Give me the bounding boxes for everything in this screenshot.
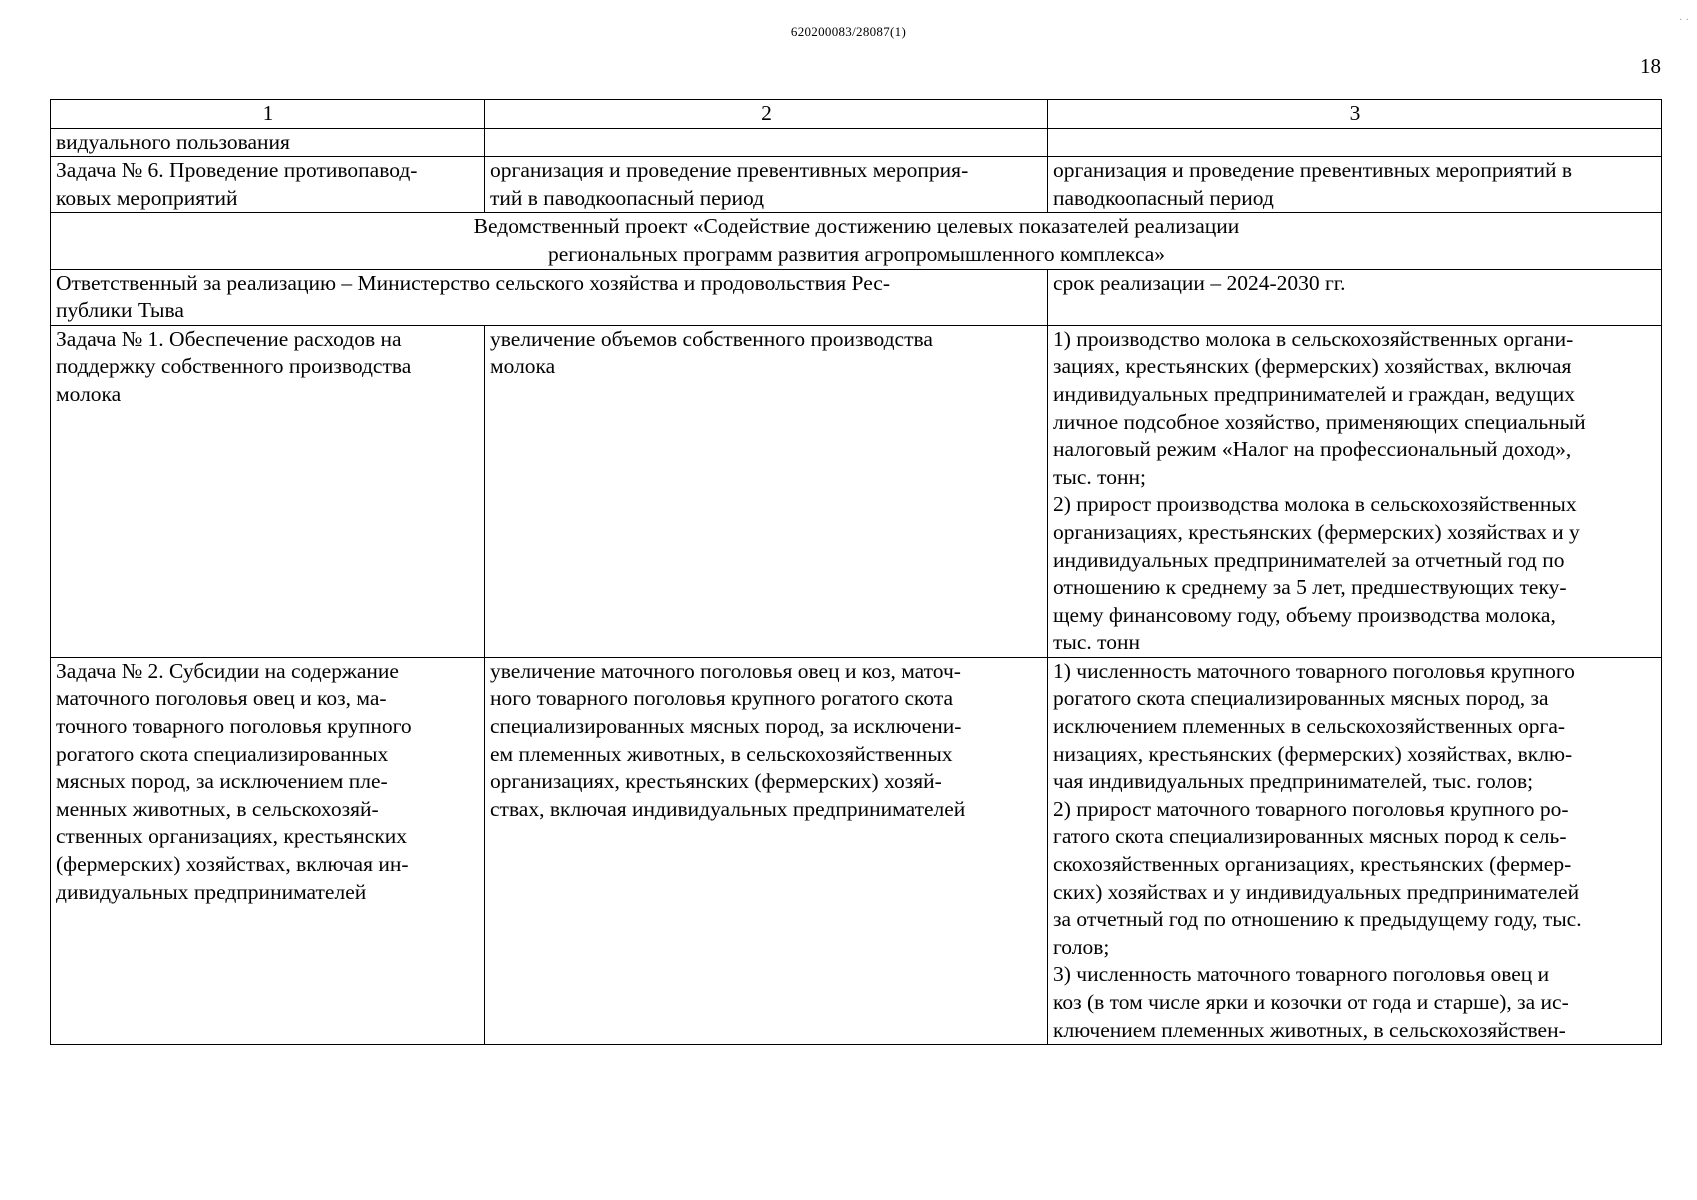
text-line: коз (в том числе ярки и козочки от года и старше), за ис- <box>1053 990 1569 1014</box>
text-line: срок реализации – 2024-2030 гг. <box>1053 270 1346 295</box>
text-line: тыс. тонн <box>1053 630 1141 655</box>
text-line: Задача № 6. Проведение противопавод- <box>56 158 418 183</box>
text-line: организациях, крестьянских (фермерских) хозяйствах и у <box>1053 519 1580 544</box>
table-row <box>51 325 1662 657</box>
text-line: Задача № 2. Субсидии на содержание <box>56 658 399 683</box>
cell-task-name <box>51 657 485 1044</box>
project-title <box>51 213 1662 269</box>
program-table <box>50 99 1662 1045</box>
implementation-term <box>1048 269 1662 325</box>
text-line: за отчетный год по отношению к предыдущему году, тыс. <box>1053 907 1582 932</box>
text-line: ственных организациях, крестьянских <box>56 824 408 849</box>
text-line: 2) прирост производства молока в сельскохозяйственных <box>1053 492 1577 517</box>
cell-indicators <box>1048 128 1662 157</box>
text-line: мясных пород, за исключением пле- <box>56 769 388 794</box>
text-line: молока <box>490 354 556 379</box>
table-row <box>51 128 1662 157</box>
column-number-3: 3 <box>1048 100 1662 129</box>
text-line: голов; <box>1053 934 1110 959</box>
text-line: рогатого скота специализированных <box>56 741 389 766</box>
document-code: 620200083/28087(1) <box>790 24 907 39</box>
text-line: паводкоопасный период <box>1053 185 1274 210</box>
cell-task-name <box>51 128 485 157</box>
text-line: точного товарного поголовья крупного <box>56 714 412 739</box>
text-line: тий в паводкоопасный период <box>490 185 765 210</box>
cell-indicators <box>1048 325 1662 657</box>
text-line: ковых мероприятий <box>56 185 238 210</box>
text-line: индивидуальных предпринимателей за отчетный год по <box>1053 547 1565 572</box>
text-line: налоговый режим «Налог на профессиональный доход», <box>1053 437 1572 462</box>
cell-task-result <box>485 657 1048 1044</box>
text-line: личное подсобное хозяйство, применяющих специальный <box>1053 409 1586 434</box>
text-line: скохозяйственных организациях, крестьянских (фермер- <box>1053 852 1572 877</box>
text-line: организация и проведение превентивных мероприятий в <box>1053 158 1573 183</box>
cell-indicators <box>1048 157 1662 213</box>
text-line: видуального пользования <box>56 129 290 154</box>
text-line: ствах, включая индивидуальных предпринимателей <box>490 796 966 821</box>
text-line: специализированных мясных пород, за исключени- <box>490 714 962 739</box>
text-line: организация и проведение превентивных мероприя- <box>490 158 969 183</box>
responsible-executor <box>51 269 1048 325</box>
text-line: ских) хозяйствах и у индивидуальных предпринимателей <box>1053 879 1580 904</box>
text-line: дивидуальных предпринимателей <box>56 879 367 904</box>
text-line: низациях, крестьянских (фермерских) хозяйствах, вклю- <box>1053 741 1573 766</box>
text-line: увеличение маточного поголовья овец и коз, маточ- <box>490 658 961 683</box>
text-line: 1) производство молока в сельскохозяйственных органи- <box>1053 326 1574 351</box>
text-line: маточного поголовья овец и коз, ма- <box>56 686 387 711</box>
text-line: 2) прирост маточного товарного поголовья крупного ро- <box>1053 796 1569 821</box>
text-line: гатого скота специализированных мясных пород к сель- <box>1053 824 1567 849</box>
table-header-row <box>51 100 1662 129</box>
text-line: чая индивидуальных предпринимателей, тыс. голов; <box>1053 769 1534 794</box>
text-line: щему финансовому году, объему производства молока, <box>1053 602 1556 627</box>
table-row <box>51 657 1662 1044</box>
column-number-1: 1 <box>51 100 485 129</box>
cell-task-name <box>51 157 485 213</box>
text-line: тыс. тонн; <box>1053 464 1146 489</box>
text-line: зациях, крестьянских (фермерских) хозяйствах, включая <box>1053 354 1572 379</box>
text-line: Ведомственный проект «Содействие достижению целевых показателей реализации <box>473 214 1240 239</box>
text-line: ного товарного поголовья крупного рогатого скота <box>490 686 954 711</box>
text-line: поддержку собственного производства <box>56 354 412 379</box>
text-line: ключением племенных животных, в сельскохозяйствен- <box>1053 1017 1566 1042</box>
text-line: рогатого скота специализированных мясных пород, за <box>1053 686 1549 711</box>
table-row <box>51 157 1662 213</box>
column-number-2: 2 <box>485 100 1048 129</box>
text-line: исключением племенных в сельскохозяйственных орга- <box>1053 714 1566 739</box>
project-title-row <box>51 213 1662 269</box>
text-line: Ответственный за реализацию – Министерство сельского хозяйства и продовольствия Рес- <box>56 270 890 295</box>
cell-indicators <box>1048 657 1662 1044</box>
text-line: (фермерских) хозяйствах, включая ин- <box>56 852 409 877</box>
scan-mark: · · <box>1678 14 1689 26</box>
text-line: индивидуальных предпринимателей и граждан, ведущих <box>1053 381 1575 406</box>
text-line: менных животных, в сельскохозяй- <box>56 796 379 821</box>
text-line: организациях, крестьянских (фермерских) хозяй- <box>490 769 942 794</box>
responsible-row <box>51 269 1662 325</box>
cell-task-result <box>485 325 1048 657</box>
text-line: молока <box>56 381 122 406</box>
cell-task-name <box>51 325 485 657</box>
page-number: 18 <box>1640 54 1661 78</box>
text-line: региональных программ развития агропромышленного комплекса» <box>547 241 1166 266</box>
cell-task-result <box>485 157 1048 213</box>
text-line: 1) численность маточного товарного поголовья крупного <box>1053 658 1575 683</box>
text-line: публики Тыва <box>56 298 184 323</box>
text-line: отношению к среднему за 5 лет, предшествующих теку- <box>1053 575 1567 600</box>
text-line: Задача № 1. Обеспечение расходов на <box>56 326 402 351</box>
text-line: увеличение объемов собственного производства <box>490 326 933 351</box>
text-line: ем племенных животных, в сельскохозяйственных <box>490 741 953 766</box>
cell-task-result <box>485 128 1048 157</box>
text-line: 3) численность маточного товарного поголовья овец и <box>1053 962 1550 987</box>
